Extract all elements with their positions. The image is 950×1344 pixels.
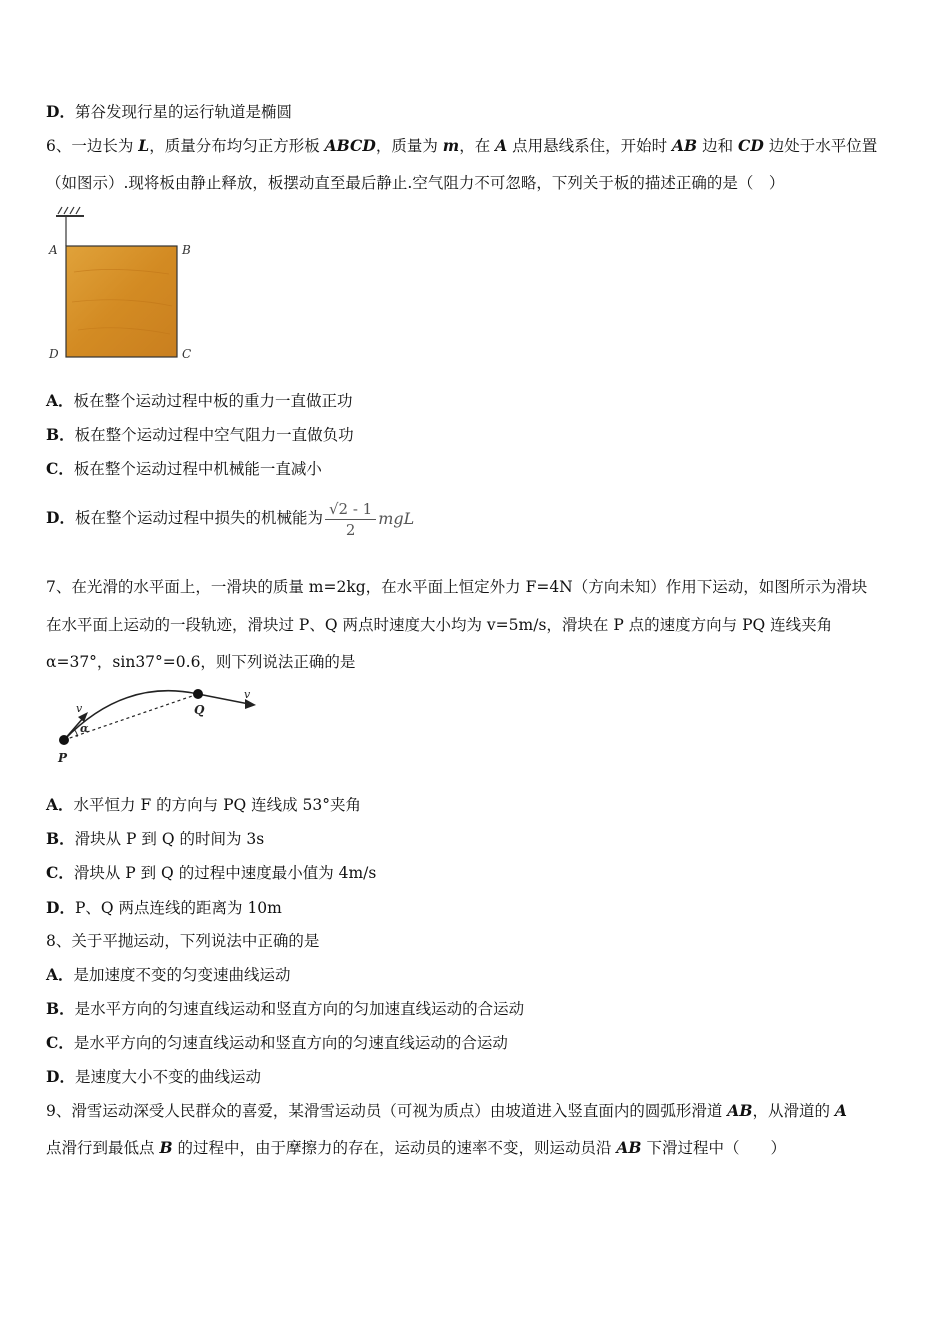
label-q: Q	[194, 703, 205, 717]
option-text: 滑块从 P 到 Q 的过程中速度最小值为 4m/s	[73, 864, 377, 882]
q7-stem-line2: 在水平面上运动的一段轨迹，滑块过 P、Q 两点时速度大小均为 v=5m/s，滑块在 P 点的速度方向与 PQ 连线夹角	[46, 616, 833, 634]
option-text: 是加速度不变的匀变速曲线运动	[73, 966, 291, 984]
option-letter: B．	[46, 829, 75, 848]
option-text: 板在整个运动过程中板的重力一直做正功	[73, 392, 353, 410]
square-board	[66, 246, 177, 357]
var-a: A	[495, 136, 508, 155]
velocity-arrow-q	[198, 694, 249, 704]
text: ，从滑道的	[752, 1102, 835, 1120]
q7-stem-line1: 7、在光滑的水平面上，一滑块的质量 m=2kg，在水平面上恒定外力 F=4N（方向未知）作用下运动，如图所示为滑块	[46, 578, 868, 596]
label-a: A	[49, 243, 58, 257]
var-abcd: ABCD	[324, 136, 376, 155]
text: 点用悬线系住，开始时	[507, 137, 673, 155]
text: 的过程中，由于摩擦力的存在，运动员的速率不变，则运动员沿	[172, 1139, 617, 1157]
fraction	[325, 499, 376, 540]
q8-option-b	[46, 999, 524, 1019]
q6-option-d	[46, 496, 414, 541]
option-letter: B．	[46, 425, 75, 444]
option-text: 是水平方向的匀速直线运动和竖直方向的匀速直线运动的合运动	[73, 1034, 508, 1052]
text: ，在	[459, 137, 496, 155]
fraction-numerator: √2 - 1	[325, 499, 376, 520]
option-text: 是水平方向的匀速直线运动和竖直方向的匀加速直线运动的合运动	[74, 1000, 525, 1018]
option-letter: D．	[46, 508, 75, 527]
q6-board-figure	[44, 202, 204, 367]
label-v-p: v	[76, 702, 83, 715]
option-letter: D．	[46, 102, 75, 121]
q7-option-b	[46, 829, 264, 849]
var-b: B	[159, 1138, 173, 1157]
option-text: 第谷发现行星的运行轨道是椭圆	[74, 103, 292, 121]
var-m: m	[442, 136, 460, 155]
q7-option-a	[46, 795, 361, 815]
q8-option-c	[46, 1033, 508, 1053]
point-q	[193, 689, 203, 699]
text: 边和	[697, 137, 739, 155]
option-letter: C．	[46, 459, 74, 478]
option-letter: C．	[46, 1033, 74, 1052]
option-letter: D．	[46, 898, 75, 917]
q8-option-a	[46, 965, 291, 985]
q7-trajectory-figure	[44, 682, 274, 772]
label-alpha: α	[80, 722, 89, 735]
label-p: P	[58, 751, 68, 765]
q5-option-d	[46, 102, 292, 122]
option-text: 板在整个运动过程中空气阻力一直做负功	[74, 426, 354, 444]
option-letter: D．	[46, 1067, 75, 1086]
q6-stem-line1	[46, 136, 877, 156]
option-text: 水平恒力 F 的方向与 PQ 连线成 53°夹角	[73, 796, 362, 814]
label-v-q: v	[244, 688, 251, 701]
option-letter: A．	[46, 965, 74, 984]
text: 边处于水平位置	[763, 137, 878, 155]
mgl: mgL	[378, 509, 415, 528]
q7-stem-line3: α=37°，sin37°=0.6，则下列说法正确的是	[46, 653, 356, 671]
var-a: A	[834, 1101, 847, 1120]
label-d: D	[49, 347, 59, 361]
q6-option-a	[46, 391, 353, 411]
q6-option-b	[46, 425, 354, 445]
ceiling-hatch	[56, 207, 84, 216]
text: ，质量为	[375, 137, 443, 155]
q8-stem: 8、关于平抛运动，下列说法中正确的是	[46, 932, 320, 950]
q6-option-c	[46, 459, 322, 479]
var-l: L	[138, 136, 150, 155]
fraction-denominator: 2	[345, 520, 356, 539]
option-letter: C．	[46, 863, 74, 882]
var-ab: AB	[727, 1101, 753, 1120]
option-text: P、Q 两点连线的距离为 10m	[74, 899, 282, 917]
text: ，质量分布均匀正方形板	[149, 137, 325, 155]
var-ab: AB	[616, 1138, 642, 1157]
var-cd: CD	[738, 136, 764, 155]
q8-option-d	[46, 1067, 261, 1087]
q9-stem-line1	[46, 1101, 847, 1121]
text: 点滑行到最低点	[46, 1139, 160, 1157]
label-b: B	[182, 243, 191, 257]
point-p	[59, 735, 69, 745]
label-c: C	[182, 347, 192, 361]
text: 下滑过程中（ ）	[641, 1139, 786, 1157]
option-letter: A．	[46, 391, 74, 410]
q7-option-c	[46, 863, 376, 883]
option-text: 板在整个运动过程中机械能一直减小	[73, 460, 322, 478]
text: 6、一边长为	[46, 137, 139, 155]
q6-stem-line2: （如图示）.现将板由静止释放，板摆动直至最后静止.空气阻力不可忽略，下列关于板的描述正确的是（ ）	[46, 174, 785, 192]
var-ab: AB	[672, 136, 698, 155]
text: 9、滑雪运动深受人民群众的喜爱，某滑雪运动员（可视为质点）由坡道进入竖直面内的圆弧形滑道	[46, 1102, 728, 1120]
option-text: 板在整个运动过程中损失的机械能为	[74, 509, 323, 527]
q7-option-d	[46, 898, 282, 918]
option-text: 滑块从 P 到 Q 的时间为 3s	[74, 830, 265, 848]
option-text: 是速度大小不变的曲线运动	[74, 1068, 261, 1086]
option-letter: B．	[46, 999, 75, 1018]
option-letter: A．	[46, 795, 74, 814]
q9-stem-line2	[46, 1138, 786, 1158]
